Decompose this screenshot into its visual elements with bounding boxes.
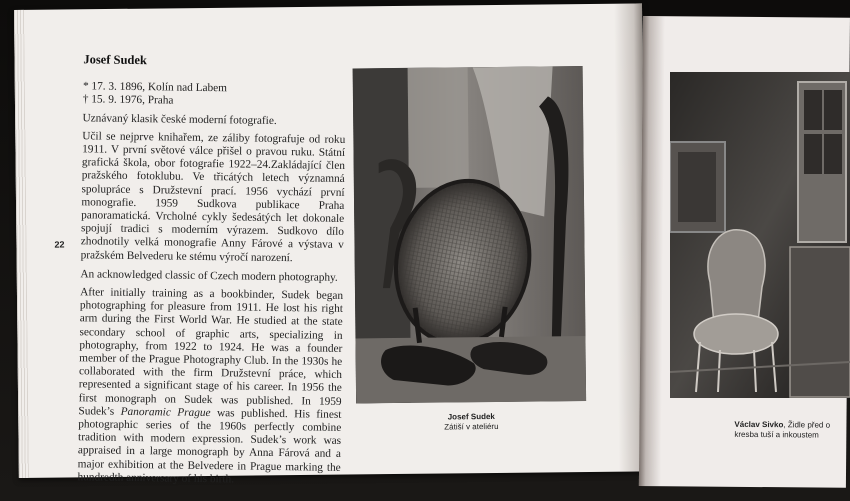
english-body-italic-title: Panoramic Prague	[120, 405, 211, 419]
left-photo-caption	[411, 412, 531, 433]
czech-body: Učil se nejprve knihařem, ze záliby fotografuje od roku 1911. V první světové válce přišel o pravou ruku. Státní grafická škola, obor fotografie 1922–24.Zakládající člen pražského fotoklubu. Ve třicátých letech významná spolupráce s Družstevní prací. 1956 vychází první monografie. 1959 Sudkova publikace Praha panoramatická. Vrcholné cykly šedesátých let dokonale spojují tradici s moderním výrazem. Sudkovo dílo zhodnotily velká monografie Anny Fárové a výstava v pražském Belvederu ke stému výročí narození.	[80, 130, 346, 264]
birth-line: * 17. 3. 1896, Kolín nad Labem	[82, 80, 228, 95]
left-caption-artist: Josef Sudek	[447, 411, 495, 422]
left-page	[14, 3, 647, 486]
english-body-part-1: After initially training as a bookbinder, Sudek began photographing for pleasure from 1911. He lost his right arm during the First World War. He studied at the state secondary school of graphic arts, specializing in photography, from 1922 to 1924. He was a founder member of the Prague Photography Club. In the 1930s he collaborated with the firm Družstevní práce, which represented a significant stage of his career. In 1956 the first monograph on Sudek was published. In 1959 Sudek’s	[78, 286, 344, 418]
right-caption-artist: Václav Sivko	[734, 419, 784, 430]
english-intro: An acknowledged classic of Czech modern photography.	[80, 268, 338, 284]
czech-intro: Uznávaný klasik české moderní fotografie.	[82, 111, 277, 127]
photo-sudek-still-life	[353, 66, 586, 403]
right-photo-caption	[734, 420, 850, 441]
english-body	[77, 286, 343, 488]
page-number: 22	[54, 239, 65, 250]
english-body-part-2: was published. His finest photographic series of the 1960s perfectly combine tradition with modern expression. Sudek’s work was appraised in a large monograph by Anna Fárová and a major exhibition at the Belvedere in Prague marking the hundredth anniversary of his birth.	[77, 406, 342, 486]
artist-heading: Josef Sudek	[83, 52, 148, 68]
text-column	[77, 53, 346, 493]
death-line: † 15. 9. 1976, Praha	[82, 93, 174, 107]
right-caption-medium: kresba tuší a inkoustem	[734, 429, 819, 440]
drawing-sivko-chair	[670, 72, 850, 398]
right-gutter-shadow	[639, 16, 665, 486]
right-caption-title: , Židle před o	[783, 420, 831, 430]
left-caption-title: Zátiší v ateliéru	[444, 421, 499, 432]
